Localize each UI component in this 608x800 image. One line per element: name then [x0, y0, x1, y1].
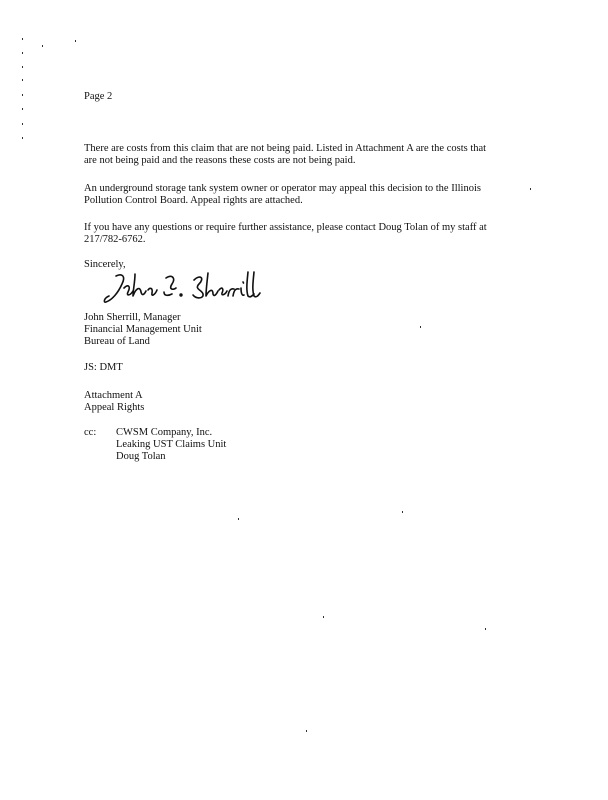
paragraph-line: Pollution Control Board. Appeal rights are attached. — [84, 195, 303, 206]
cc-recipient: Doug Tolan — [116, 451, 166, 462]
signatory-bureau: Bureau of Land — [84, 336, 150, 347]
signatory-unit: Financial Management Unit — [84, 324, 202, 335]
paragraph-line: There are costs from this claim that are not being paid. Listed in Attachment A are the costs that — [84, 143, 487, 154]
attachment-item: Attachment A — [84, 390, 143, 401]
paragraph-line: If you have any questions or require further assistance, please contact Doug Tolan of my staff at — [84, 222, 487, 233]
paragraph-costs — [84, 143, 534, 167]
signature-block — [84, 312, 534, 348]
cc-label: cc: — [84, 427, 97, 438]
cc-recipients — [116, 427, 226, 463]
paragraph-line: are not being paid and the reasons these costs are not being paid. — [84, 155, 356, 166]
initials-line: JS: DMT — [84, 362, 123, 373]
paragraph-line: An underground storage tank system owner or operator may appeal this decision to the Illinois — [84, 183, 481, 194]
attachment-item: Appeal Rights — [84, 402, 145, 413]
paragraph-line: 217/782-6762. — [84, 234, 146, 245]
page-number-header: Page 2 — [84, 91, 113, 102]
cc-recipient: CWSM Company, Inc. — [116, 427, 213, 438]
paragraph-appeal — [84, 183, 534, 207]
cc-recipient: Leaking UST Claims Unit — [116, 439, 227, 450]
closing-salutation: Sincerely, — [84, 259, 126, 270]
attachments-list — [84, 390, 534, 414]
handwritten-signature — [102, 268, 262, 308]
paragraph-questions — [84, 222, 534, 246]
signatory-name: John Sherrill, Manager — [84, 312, 181, 323]
